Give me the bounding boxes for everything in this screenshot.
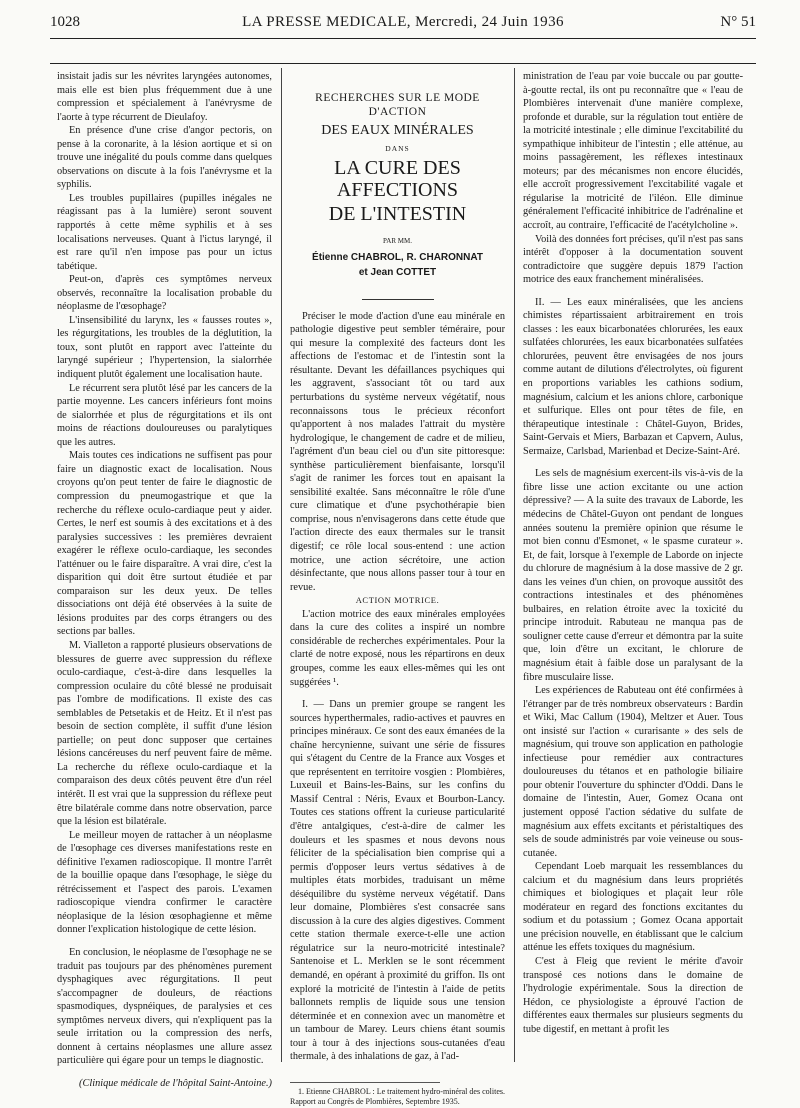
title-divider [362, 299, 434, 300]
paragraph: Les troubles pupillaires (pupilles inégales ne réagissant pas à la lumière) seront souvent rapportés à cette même syphilis et à ses localisations nerveuses. Quant à l'ictus laryngé, il est rare qu'il n'en impose pas pour un ictus tabétique. [57, 192, 272, 272]
paragraph: En conclusion, le néoplasme de l'œsophage ne se traduit pas toujours par des phénomènes purement dysphagiques avec régurgitations. Il peut s'accompagner de douleurs, de réactions spasmodiques, dyspnéiques, de paralysies et ces symptômes nerveux divers, qui n'expliquent pas la seule irritation ou la compression des nerfs, donnent à certains néoplasmes une allure assez particulière qui égare pour un temps le diagnostic. [57, 947, 272, 1067]
article-title-line-2: DES EAUX MINÉRALES [321, 123, 474, 139]
page-header [50, 14, 756, 36]
paragraph: Mais toutes ces indications ne suffisent pas pour faire un diagnostic exact de localisation. Nous croyons qu'on peut tenter de faire le diagnostic de compression du pneumogastrique et que la recherche du réflexe oculo-cardiaque peut y aider. Certes, le nerf est soumis à des excitations et à des paralysies successives : les premières devraient exagérer le réflexe oculo-cardiaque, les secondes l'atténuer ou le faire disparaître. A vrai dire, c'est la disparition qui doit être surtout étudiée et par comparaison sur les deux yeux. De telles dissociations ont déjà été observées à la suite de lésions produites par des corps étrangers ou des sections par balles. [57, 450, 272, 638]
header-rule-top [50, 38, 756, 39]
affiliation: (Clinique médicale de l'hôpital Saint-Antoine.) [79, 1077, 272, 1089]
paragraph: Le meilleur moyen de rattacher à un néoplasme de l'œsophage ces diverses manifestations reste en définitive l'examen radioscopique. Il montre l'arrêt de la bouillie opaque dans l'œsophage, le siège du rétrécissement et l'aspect des parois. L'examen radioscopique viendra confirmer le caractère néoplasique de la lésion œsophagienne et même donner l'explication histologique de cette lésion. [57, 829, 272, 936]
article-title-main-2: DE L'INTESTIN [328, 203, 467, 226]
paragraph: C'est à Fleig que revient le mérite d'avoir transposé ces notions dans le domaine de l'hydrologie expérimentale. Sous la direction de Hédon, ce physiologiste a éprouvé l'action de différentes eaux thermales sur plusieurs segments du tube digestif, en mettant à profit les [523, 956, 743, 1035]
authors-line-2: et Jean COTTET [358, 266, 437, 278]
authors-line-1: Étienne CHABROL, R. CHARONNAT [312, 251, 483, 263]
column-separator-2 [514, 68, 515, 1062]
article-title-main-1: LA CURE DES AFFECTIONS [334, 157, 461, 202]
article-title-dans: DANS [385, 143, 410, 153]
footnote: 1. Etienne CHABROL : Le traitement hydro-minéral des colites. Rapport au Congrès de Plombières, Septembre 1935. [290, 1086, 505, 1107]
paragraph: Le récurrent sera plutôt lésé par les cancers de la partie moyenne. Les cancers inférieurs font moins de sialorrhée et plus de régurgitations et ils ont moins de réactions douloureuses ou paralytiques que les autres. [57, 382, 272, 448]
byline-par: PAR MM. [383, 237, 412, 246]
column-separator-1 [281, 68, 282, 1062]
section-heading: ACTION MOTRICE. [355, 595, 440, 606]
paragraph: M. Vialleton a rapporté plusieurs observations de blessures de guerre avec suppression du réflexe oculo-cardiaque, c'est-à-dire dans lesquelles la compression oculaire du côté blessé ne produisait pas l'ombre de modifications. Il existe des cas semblables de Petsetakis et de Heitz. Et il n'est pas besoin de section complète, il suffit d'une lésion partielle; on peut donc supposer que certaines lésions cancéreuses du nerf peuvent faire de même. La recherche du réflexe oculo-cardiaque et la comparaison des deux côtés peuvent être d'un réel intérêt. Il est vrai que la suppression du réflexe peut être bilatérale comme dans notre observation, parce que la lésion est bilatérale. [57, 639, 272, 828]
paragraph: Peut-on, d'après ces symptômes nerveux observés, reconnaître la localisation probable du néoplasme de l'œsophage? [57, 274, 272, 313]
journal-running-head: LA PRESSE MEDICALE, Mercredi, 24 Juin 1936 [242, 14, 564, 30]
paragraph: I. — Dans un premier groupe se rangent les sources hyperthermales, radio-actives et pauvres en principes minéraux. Ce sont des eaux émanées de la chaîne hercynienne, suivant une série de fissures qui s'étagent du Centre de la France aux Vosges et que représentent en territoire vosgien : Plombières, Luxeuil et Bains-les-Bains, sur les confins du Massif Central : Néris, Evaux et Bourbon-Lancy. Toutes ces stations offrent la curieuse particularité d'être antalgiques, c'est-à-dire de calmer les douleurs et les spasmes et nous devons nous féliciter de la spécialisation bien comprise qui a permis d'opposer leurs vertus sédatives à de multiples états morbides, traduisant un même déséquilibre du système nerveux végétatif. Dans leur domaine, Plombières s'est consacrée sans discussion à la cure des algies digestives. Comment cette station thermale exerce-t-elle une action régulatrice sur la neuro-motricité intestinale? Santenoise et L. Merklen se le sont récemment demandé, en opérant à proximité du griffon. Ils ont exploré la motricité de l'intestin à l'aide de petits ballonnets remplis de liquide sous une tension déterminée et en connexion avec un manomètre et un tambour de Marey. Leurs chiens étant soumis tour à tour à des injections sous-cutanées d'eau thermale, à des inhalations de gaz, à l'ad- [290, 699, 505, 1063]
paragraph: Voilà des données fort précises, qu'il n'est pas sans intérêt d'opposer à la documentation souvent contradictoire que suggère depuis 1879 l'action motrice des eaux franchement minéralisées. [523, 233, 743, 286]
paragraph: insistait jadis sur les névrites laryngées autonomes, mais elle est bien plus fréquemment due à une compression et spécialement à l'anévrysme de l'aorte à type récurrent de Dieulafoy. [57, 71, 272, 123]
issue-number: N° 51 [720, 14, 756, 30]
paragraph: Préciser le mode d'action d'une eau minérale en pathologie digestive peut sembler téméraire, pour qui mesure la complexité des facteurs dont les affections de l'estomac et de l'intestin sont la résultante. Devant les défaillances psychiques qui les aggravent, s'associant tôt ou tard aux perturbations du système nerveux végétatif, nous reconnaissons tous le précieux réconfort qu'apportent à nos malades l'attrait du mystère hydrologique, le changement de cadre et de milieu, l'agrément d'un beau ciel ou d'un site pittoresque: synthèse particulièrement bienfaisante, lorsqu'il s'agit de ranimer les forces tout en apaisant la sensibilité exaltée. Sans méconnaître le rôle d'une cure climatique et d'une psychothérapie bien comprise, nous n'envisagerons dans cette étude que l'action directe des eaux thermales sur le transit digestif; ce rôle local sous-entend : une action motrice, une action sécrétoire, une action désinfectante, que nous allons passer tour à tour en revue. [290, 310, 505, 593]
paragraph: II. — Les eaux minéralisées, que les anciens chimistes répartissaient arbitrairement en trois classes : les eaux bicarbonatées chlorurées, les eaux sulfatées chlorurées, les eaux bicarbonatées sulfatées chlorurées, peuvent être envisagées de nos jours comme autant de dilutions d'électrolytes, où figurent en proportions variables les cathions sodium, magnésium, calcium et les anions chlore, carbonique et sulfurique. Elles ont pour têtes de file, en thérapeutique intestinale : Châtel-Guyon, Brides, Saint-Gervais et Miers, Barbazan et Capvern, Aulus, Sermaize, Carlsbad, Marienbad et Decize-Saint-Aré. [523, 296, 743, 457]
paragraph: Cependant Loeb marquait les ressemblances du calcium et du magnésium dans leurs propriétés chimiques et biologiques et plaçait leur rôle modérateur en regard des fonctions excitantes du sodium et du potassium ; Gomez Ocana apportait une précision nouvelle, en établissant que le calcium atténue les effets toxiques du magnésium. [523, 861, 743, 954]
column-1 [57, 70, 272, 1090]
article-title-line-1: RECHERCHES SUR LE MODE D'ACTION [315, 92, 480, 118]
column-2 [290, 70, 505, 1108]
paragraph: Les expériences de Rabuteau ont été confirmées à l'étranger par de très nombreux observateurs : Bardin et Wiki, Mac Callum (1904), Meltzer et Auer. Tous ont insisté sur l'action « curarisante » des sels de magnésium, qui trouve son application en pathologie infectieuse pour remédier aux contractures douloureuses du tétanos et en pathologie biliaire pour obtenir l'ouverture du sphincter d'Oddi. Dans le domaine de l'intestin, Auer, Gomez Ocana ont justement opposé l'action sédative du sulfate de magnésium aux effets excitants et péristaltiques des sels de soude administrés par voie veineuse ou sous-cutanée. [523, 685, 743, 859]
paragraph: ministration de l'eau par voie buccale ou par goutte-à-goutte rectal, ils ont pu reconnaître que « l'eau de Plombières intervenait d'une manière complexe, profonde et durable, sur la régulation tout entière de la motricité intestinale ; elle diminue l'excitabilité du sympathique inhibiteur de l'intestin ; elle atténue, au moins passagèrement, les réflexes intestinaux moteurs; par des mécanismes non encore élucidés, elle accroît progressivement l'excitabilité vagale et régularise la motricité de l'iléon. Elle diminue généralement l'efficacité inhibitrice de l'adrénaline et accroît, au contraire, l'efficacité de l'acétylcholine ». [523, 71, 743, 232]
paragraph: L'action motrice des eaux minérales employées dans la cure des colites a inspiré un nombre considérable de recherches expérimentales. Pour la clarté de notre exposé, nous les répartirons en deux groupes, comme les eaux elles-mêmes qui les ont suggérées ¹. [290, 608, 505, 688]
page-number: 1028 [50, 14, 80, 30]
paragraph: En présence d'une crise d'angor pectoris, on pense à la coronarite, à la lésion aortique et si on trouve une inégalité du pouls comme dans quelques observations on discute à la fois l'anévrysme et la syphilis. [57, 125, 272, 191]
paragraph: L'insensibilité du larynx, les « fausses routes », les régurgitations, les troubles de la déglutition, la toux, sont plutôt en rapport avec l'atteinte du laryngé supérieur ; l'hypertension, la sialorrhée indiquent plutôt également une localisation haute. [57, 314, 272, 381]
header-rule-bottom [50, 63, 756, 64]
column-3 [523, 70, 743, 1036]
paragraph: Les sels de magnésium exercent-ils vis-à-vis de la fibre lisse une action excitante ou une action dépressive? — A la suite des travaux de Laborde, les médecins de Châtel-Guyon ont pendant de longues années soutenu la première opinion que résume le mot bien connu d'Esmonet, « le spasme curateur ». Et, de fait, lorsque à l'exemple de Laborde on injecte du chlorure de magnésium à la dose massive de 2 gr. dans les veines d'un chien, on provoque aussitôt des contractions intestinales et des phénomènes bulbaires, en relation étroite avec la toxicité du principe introduit. Rabuteau ne manqua pas de souligner cette cause d'erreur et démontra par la suite que, loin d'être un excitant, le chlorure de magnésium était à faible dose un paralysant de la fibre musculaire lisse. [523, 468, 743, 683]
